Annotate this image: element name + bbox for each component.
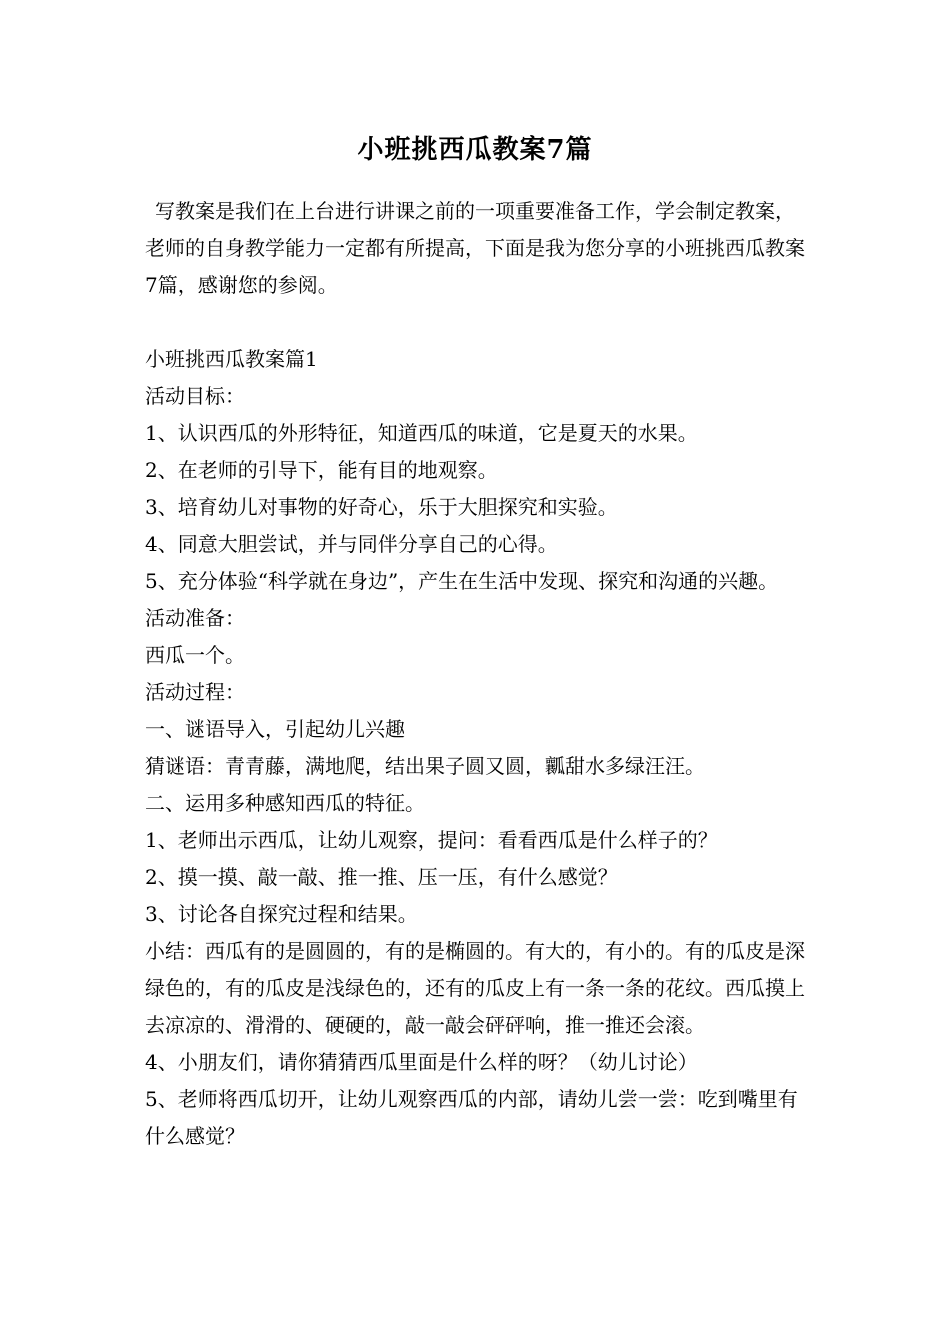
- paragraph-gap: [145, 304, 810, 341]
- body-line: 小结：西瓜有的是圆圆的，有的是椭圆的。有大的，有小的。有的瓜皮是深绿色的，有的瓜皮是浅绿色的，还有的瓜皮上有一条一条的花纹。西瓜摸上去凉凉的、滑滑的、硬硬的，敲一敲会砰砰响，推一推还会滚。: [145, 939, 805, 1037]
- body-line: 5、老师将西瓜切开，让幼儿观察西瓜的内部，请幼儿尝一尝：吃到嘴里有什么感觉？: [145, 1087, 798, 1148]
- body-line: 猜谜语：青青藤，满地爬，结出果子圆又圆，瓤甜水多绿汪汪。: [145, 754, 705, 778]
- body-line: 3、培育幼儿对事物的好奇心，乐于大胆探究和实验。: [145, 495, 618, 519]
- body-line: 活动目标：: [145, 384, 245, 408]
- body-line: 2、在老师的引导下，能有目的地观察。: [145, 458, 498, 482]
- body-line: 4、小朋友们，请你猜猜西瓜里面是什么样的呀？（幼儿讨论）: [145, 1050, 698, 1074]
- body-line: 4、同意大胆尝试，并与同伴分享自己的心得。: [145, 532, 558, 556]
- body-line: 活动准备：: [145, 606, 245, 630]
- body-line: 一、谜语导入，引起幼儿兴趣: [145, 717, 405, 741]
- body-line: 1、认识西瓜的外形特征，知道西瓜的味道，它是夏天的水果。: [145, 421, 698, 445]
- body-line: 活动过程：: [145, 680, 245, 704]
- intro-paragraph: 写教案是我们在上台进行讲课之前的一项重要准备工作，学会制定教案，老师的自身教学能力一定都有所提高，下面是我为您分享的小班挑西瓜教案7篇，感谢您的参阅。: [145, 199, 805, 297]
- body-line: 3、讨论各自探究过程和结果。: [145, 902, 418, 926]
- body-line: 西瓜一个。: [145, 643, 245, 667]
- document-title: 小班挑西瓜教案7篇: [357, 135, 593, 165]
- body-line: 1、老师出示西瓜，让幼儿观察，提问：看看西瓜是什么样子的？: [145, 828, 718, 852]
- document-body: [145, 193, 810, 1155]
- body-line: 二、运用多种感知西瓜的特征。: [145, 791, 425, 815]
- section-heading: 小班挑西瓜教案篇1: [145, 347, 318, 371]
- body-line: 5、充分体验“科学就在身边”，产生在生活中发现、探究和沟通的兴趣。: [145, 569, 779, 593]
- body-line: 2、摸一摸、敲一敲、推一推、压一压，有什么感觉？: [145, 865, 618, 889]
